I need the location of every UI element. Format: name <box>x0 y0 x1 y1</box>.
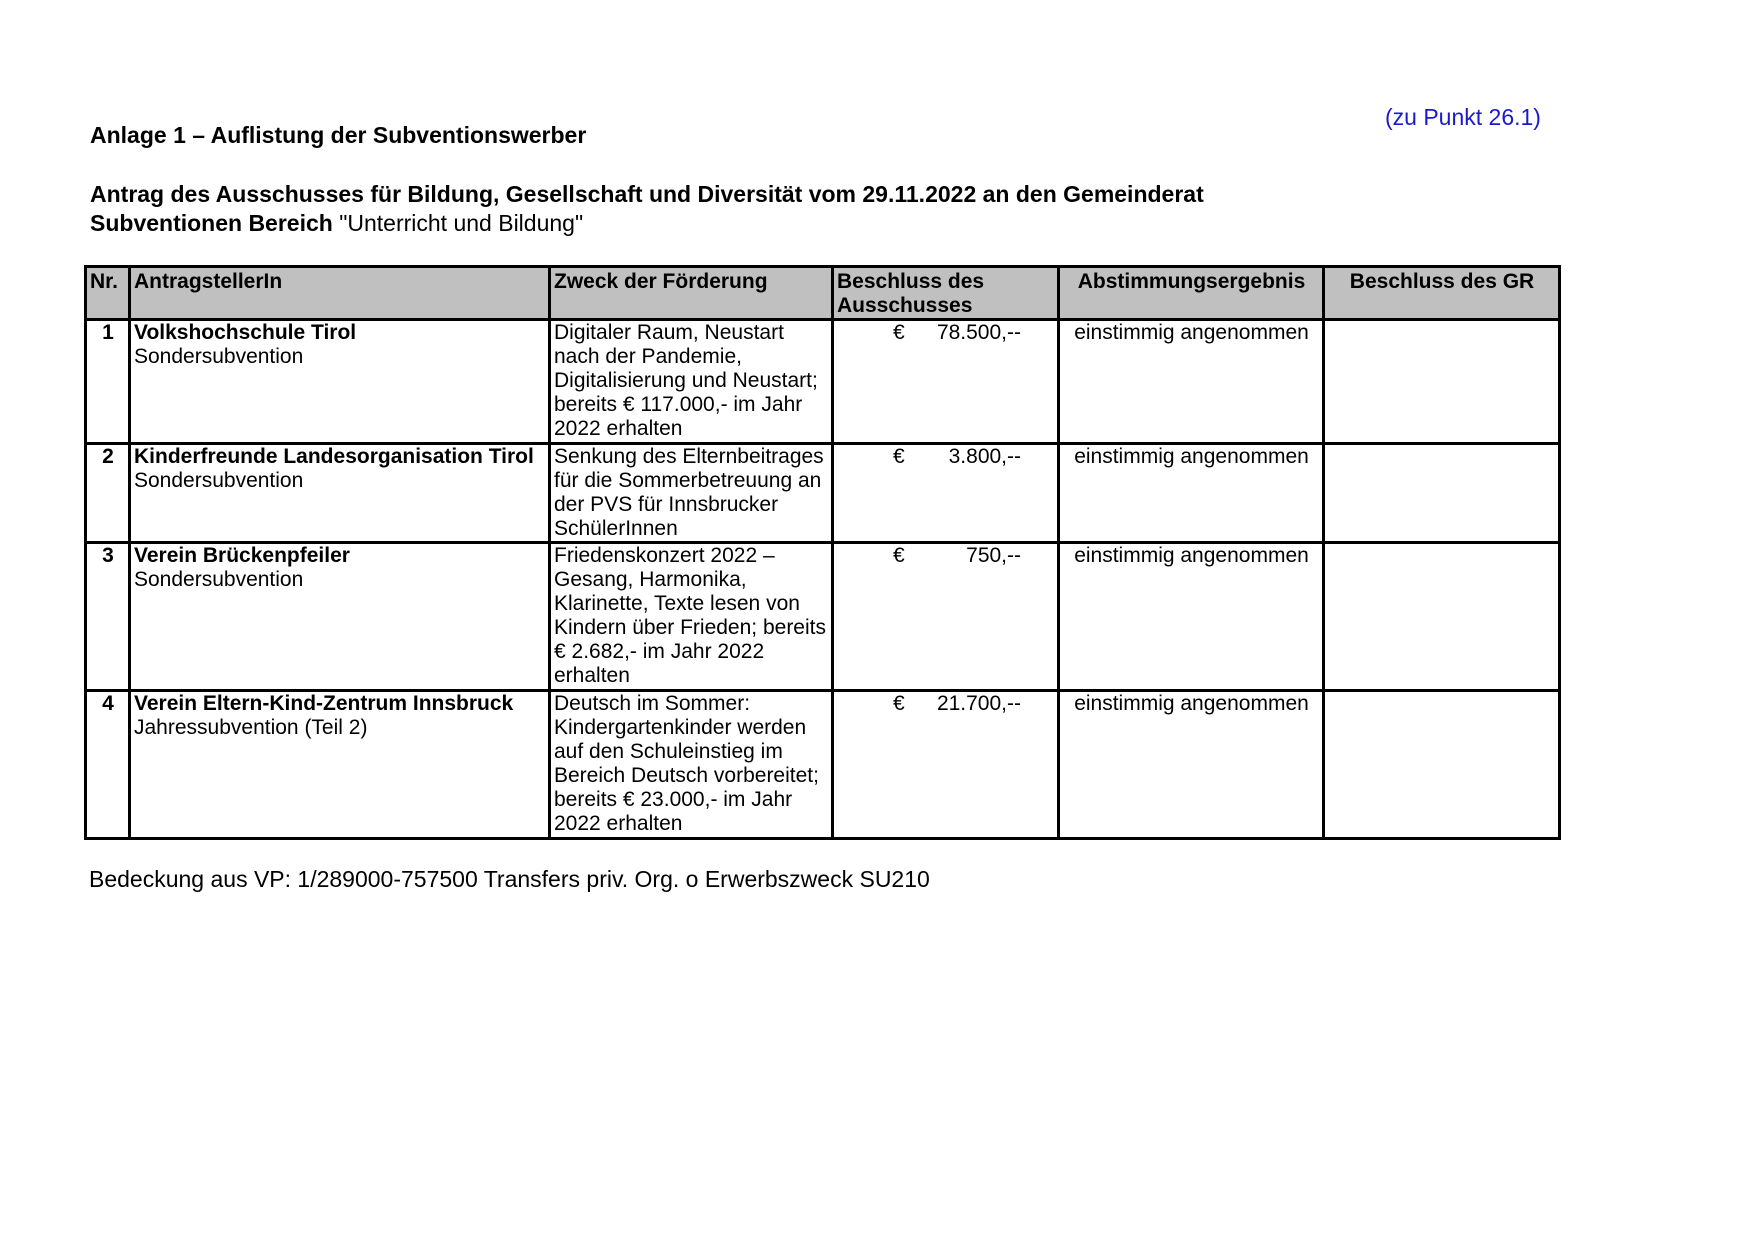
amount-value: 750,-- <box>966 544 1021 567</box>
currency-symbol: € <box>893 544 905 567</box>
row-vote-result: einstimmig angenommen <box>1059 691 1324 839</box>
header-applicant: AntragstellerIn <box>130 267 550 320</box>
row-purpose: Senkung des Elternbeitrages für die Sommerbetreuung an der PVS für Innsbrucker SchülerInnen <box>550 444 833 543</box>
amount-value: 3.800,-- <box>948 445 1021 468</box>
row-nr: 4 <box>86 691 130 839</box>
applicant-type: Sondersubvention <box>134 568 304 591</box>
table-row <box>86 444 1560 543</box>
row-council-decision <box>1324 444 1560 543</box>
applicant-type: Sondersubvention <box>134 469 304 492</box>
row-vote-result: einstimmig angenommen <box>1059 543 1324 691</box>
amount-value: 21.700,-- <box>936 692 1021 715</box>
row-vote-result: einstimmig angenommen <box>1059 444 1324 543</box>
row-amount <box>833 543 1059 691</box>
row-council-decision <box>1324 543 1560 691</box>
currency-symbol: € <box>893 692 905 715</box>
row-nr: 2 <box>86 444 130 543</box>
applicant-type: Jahressubvention (Teil 2) <box>134 716 368 739</box>
row-vote-result: einstimmig angenommen <box>1059 320 1324 444</box>
row-amount <box>833 444 1059 543</box>
document-subtitle: Antrag des Ausschusses für Bildung, Gesellschaft und Diversität vom 29.11.2022 an den Gemeinderat <box>90 181 1204 207</box>
subsidy-table <box>84 265 1561 840</box>
header-council-decision: Beschluss des GR <box>1324 267 1560 320</box>
row-applicant <box>130 691 550 839</box>
row-applicant <box>130 543 550 691</box>
amount-value: 78.500,-- <box>936 321 1021 344</box>
row-purpose: Digitaler Raum, Neustart nach der Pandemie, Digitalisierung und Neustart; bereits € 117.000,- im Jahr 2022 erhalten <box>550 320 833 444</box>
table-row <box>86 543 1560 691</box>
budget-coverage-note: Bedeckung aus VP: 1/289000-757500 Transfers priv. Org. o Erwerbszweck SU210 <box>89 866 930 892</box>
header-vote-result: Abstimmungsergebnis <box>1059 267 1324 320</box>
agenda-reference: (zu Punkt 26.1) <box>1385 104 1541 130</box>
row-council-decision <box>1324 320 1560 444</box>
subsidy-area-label: Subventionen Bereich <box>90 210 333 236</box>
applicant-name: Kinderfreunde Landesorganisation Tirol <box>134 445 534 468</box>
row-amount <box>833 691 1059 839</box>
row-applicant <box>130 444 550 543</box>
applicant-type: Sondersubvention <box>134 345 304 368</box>
row-nr: 1 <box>86 320 130 444</box>
row-purpose: Deutsch im Sommer: Kindergartenkinder werden auf den Schuleinstieg im Bereich Deutsch vorbereitet; bereits € 23.000,- im Jahr 2022 erhalten <box>550 691 833 839</box>
row-purpose: Friedenskonzert 2022 – Gesang, Harmonika, Klarinette, Texte lesen von Kindern über Frieden; bereits € 2.682,- im Jahr 2022 erhalten <box>550 543 833 691</box>
table-row <box>86 691 1560 839</box>
header-committee-decision: Beschluss des Ausschusses <box>833 267 1059 320</box>
applicant-name: Volkshochschule Tirol <box>134 321 357 344</box>
row-amount <box>833 320 1059 444</box>
subsidy-area <box>90 210 583 237</box>
applicant-name: Verein Brückenpfeiler <box>134 544 350 567</box>
table-header-row <box>86 267 1560 320</box>
currency-symbol: € <box>893 445 905 468</box>
currency-symbol: € <box>893 321 905 344</box>
applicant-name: Verein Eltern-Kind-Zentrum Innsbruck <box>134 692 514 715</box>
row-council-decision <box>1324 691 1560 839</box>
row-applicant <box>130 320 550 444</box>
table-row <box>86 320 1560 444</box>
subsidy-area-value: "Unterricht und Bildung" <box>339 210 584 236</box>
document-heading: Anlage 1 – Auflistung der Subventionswerber <box>90 122 587 148</box>
header-nr: Nr. <box>86 267 130 320</box>
row-nr: 3 <box>86 543 130 691</box>
header-purpose: Zweck der Förderung <box>550 267 833 320</box>
